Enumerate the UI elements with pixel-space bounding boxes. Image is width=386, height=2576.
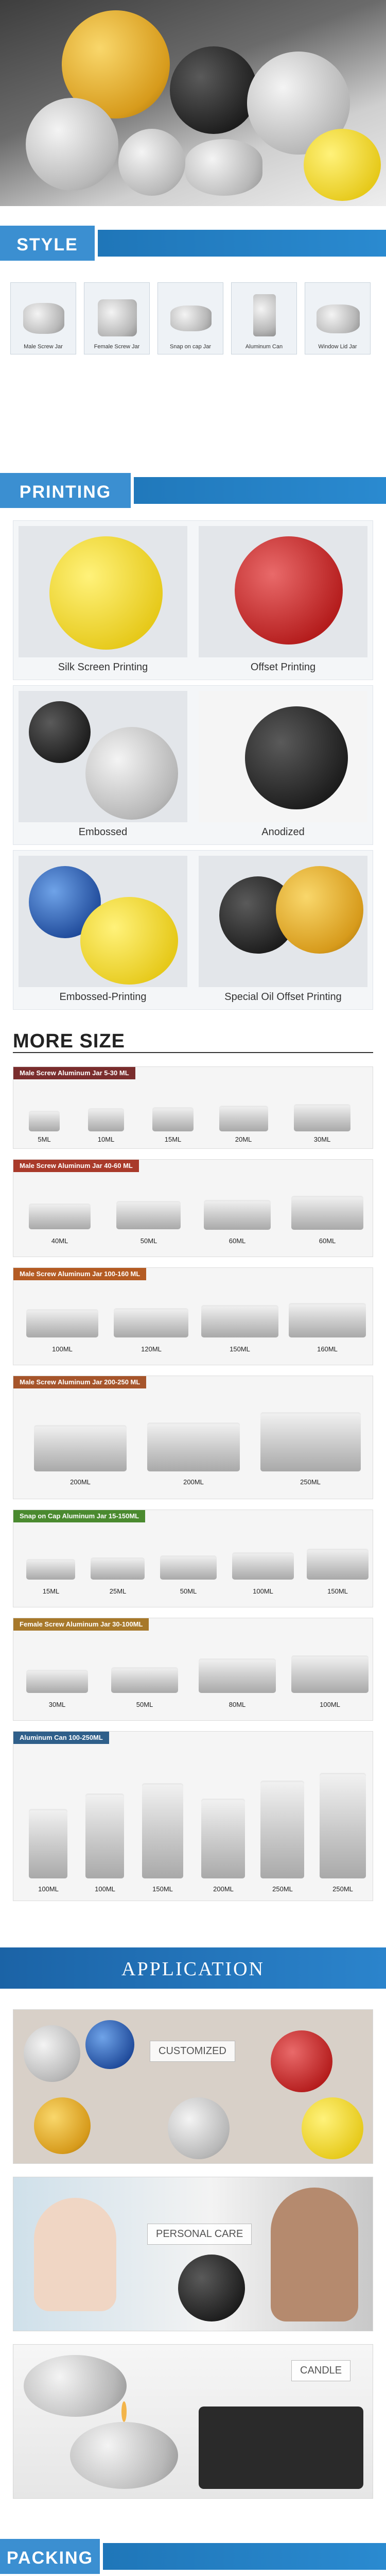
style-image: [18, 290, 68, 336]
printing-header: [0, 453, 386, 514]
application-header: [0, 1947, 386, 1989]
application-title: APPLICATION: [121, 1958, 265, 1980]
application-tag: CANDLE: [291, 2360, 350, 2381]
hero-banner: [0, 0, 386, 206]
size-group-title: Female Screw Aluminum Jar 30-100ML: [13, 1618, 149, 1631]
style-card: [84, 282, 150, 354]
more-size-underline: [13, 1052, 373, 1053]
size-label: 5ML: [38, 1136, 51, 1143]
size-group-title: Aluminum Can 100-250ML: [13, 1732, 109, 1744]
size-label: 10ML: [97, 1136, 115, 1143]
printing-title: PRINTING: [19, 482, 112, 502]
packing-title: PACKING: [6, 2548, 94, 2568]
style-header: [0, 206, 386, 267]
size-label: 250ML: [332, 1885, 353, 1893]
size-group: [13, 1731, 373, 1901]
printing-image: [19, 691, 187, 822]
size-group-title: Snap on Cap Aluminum Jar 15-150ML: [13, 1510, 145, 1522]
size-label: 200ML: [213, 1885, 234, 1893]
printing-item: [194, 851, 373, 1010]
size-label: 200ML: [183, 1478, 204, 1486]
size-group: [13, 1066, 373, 1149]
more-size-header: [0, 1025, 386, 1056]
style-card: [305, 282, 371, 354]
hero-tin-yellow: [304, 129, 381, 201]
printing-label: Embossed: [78, 826, 128, 838]
style-image: [239, 290, 289, 336]
size-group: [13, 1159, 373, 1257]
printing-row: [13, 850, 373, 1010]
printing-item: [13, 686, 192, 845]
size-label: 15ML: [164, 1136, 182, 1143]
size-group-title: Male Screw Aluminum Jar 40-60 ML: [13, 1160, 139, 1172]
size-label: 100ML: [253, 1587, 273, 1595]
hero-tin-silver-2: [26, 98, 118, 191]
printing-label: Silk Screen Printing: [58, 662, 148, 673]
more-size-title: MORE SIZE: [13, 1030, 126, 1052]
size-label: 80ML: [229, 1701, 246, 1708]
printing-image: [19, 856, 187, 987]
size-label: 30ML: [48, 1701, 66, 1708]
size-group-title: Male Screw Aluminum Jar 200-250 ML: [13, 1376, 146, 1388]
style-label: Aluminum Can: [245, 344, 283, 350]
size-label: 250ML: [300, 1478, 321, 1486]
hero-tin-dark: [170, 46, 257, 134]
size-label: 50ML: [140, 1237, 157, 1245]
size-label: 30ML: [313, 1136, 331, 1143]
printing-image: [199, 526, 367, 657]
size-label: 100ML: [52, 1345, 73, 1353]
size-group: [13, 1267, 373, 1365]
printing-item: [194, 686, 373, 845]
printing-row: [13, 685, 373, 845]
size-label: 25ML: [109, 1587, 127, 1595]
printing-image: [199, 856, 367, 987]
size-group: [13, 1510, 373, 1607]
size-label: 150ML: [230, 1345, 250, 1353]
style-section: [0, 267, 386, 385]
application-image: [13, 2177, 373, 2331]
hero-tin-silver-4: [185, 139, 262, 196]
application-image: [13, 2009, 373, 2164]
printing-label: Anodized: [261, 826, 305, 838]
size-group: [13, 1376, 373, 1499]
style-card: [231, 282, 297, 354]
style-header-tab: [0, 226, 98, 261]
size-label: 200ML: [70, 1478, 91, 1486]
size-label: 60ML: [229, 1237, 246, 1245]
style-label: Female Screw Jar: [94, 344, 140, 350]
size-label: 50ML: [180, 1587, 197, 1595]
packing-header-tab: [0, 2539, 103, 2574]
application-tag: PERSONAL CARE: [147, 2224, 252, 2245]
printing-label: Special Oil Offset Printing: [224, 991, 342, 1003]
printing-item: [13, 521, 192, 681]
size-label: 60ML: [319, 1237, 336, 1245]
size-label: 100ML: [38, 1885, 59, 1893]
style-title: STYLE: [16, 235, 78, 255]
printing-label: Embossed-Printing: [59, 991, 147, 1003]
size-group-title: Male Screw Aluminum Jar 100-160 ML: [13, 1268, 146, 1280]
size-group: [13, 1618, 373, 1721]
size-label: 150ML: [327, 1587, 348, 1595]
size-label: 20ML: [235, 1136, 252, 1143]
packing-header: [0, 2519, 386, 2576]
printing-header-tab: [0, 473, 134, 508]
printing-item: [13, 851, 192, 1010]
style-label: Male Screw Jar: [24, 344, 63, 350]
style-card: [10, 282, 76, 354]
size-label: 160ML: [317, 1345, 338, 1353]
style-image: [92, 290, 142, 336]
style-image: [165, 290, 216, 336]
printing-image: [199, 691, 367, 822]
size-label: 100ML: [320, 1701, 340, 1708]
style-image: [312, 290, 363, 336]
size-label: 100ML: [95, 1885, 115, 1893]
printing-label: Offset Printing: [250, 662, 316, 673]
hero-tin-silver-3: [118, 129, 185, 196]
size-label: 150ML: [152, 1885, 173, 1893]
size-label: 40ML: [51, 1237, 68, 1245]
printing-image: [19, 526, 187, 657]
size-label: 250ML: [272, 1885, 293, 1893]
size-label: 50ML: [136, 1701, 153, 1708]
size-group-title: Male Screw Aluminum Jar 5-30 ML: [13, 1067, 135, 1079]
application-tag: CUSTOMIZED: [150, 2041, 235, 2062]
printing-row: [13, 520, 373, 680]
style-label: Snap on cap Jar: [169, 344, 212, 350]
printing-item: [194, 521, 373, 681]
style-card: [157, 282, 223, 354]
size-label: 15ML: [42, 1587, 60, 1595]
application-image: [13, 2344, 373, 2499]
style-label: Window Lid Jar: [318, 344, 357, 350]
size-label: 120ML: [141, 1345, 162, 1353]
